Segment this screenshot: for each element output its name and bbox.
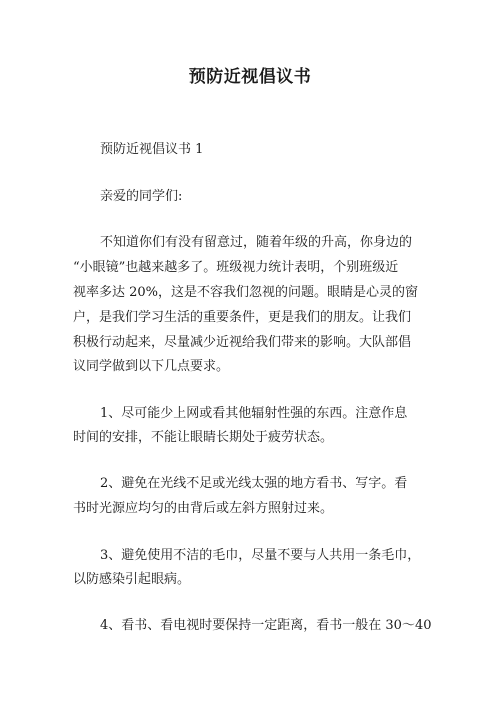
paragraph-line: 以防感染引起眼病。 — [73, 572, 191, 587]
paragraph-line: 视率多达 20%，这是不容我们忽视的问题。眼睛是心灵的窗 — [73, 285, 419, 300]
paragraph-line: 户，是我们学习生活的重要条件，更是我们的朋友。让我们 — [73, 310, 412, 325]
document-title: 预防近视倡议书 — [188, 67, 312, 87]
paragraph-line: 议同学做到以下几点要求。 — [73, 359, 230, 374]
paragraph-line: 2、避免在光线不足或光线太强的地方看书、写字。看 — [100, 476, 408, 491]
paragraph-line: 书时光源应均匀的由背后或左斜方照射过来。 — [73, 501, 334, 516]
greeting: 亲爱的同学们: — [100, 189, 183, 204]
paragraph-line: 不知道你们有没有留意过，随着年级的升高，你身边的 — [100, 235, 413, 250]
paragraph-line: 1、尽可能少上网或看其他辐射性强的东西。注意作息 — [100, 406, 408, 421]
subheading: 预防近视倡议书 1 — [100, 142, 204, 157]
paragraph-line: “小眼镜”也越来越多了。班级视力统计表明，个别班级近 — [73, 260, 399, 275]
paragraph-line: 4、看书、看电视时要保持一定距离，看书一般在 30～40 — [100, 618, 432, 633]
paragraph-line: 积极行动起来，尽量减少近视给我们带来的影响。大队部倡 — [73, 335, 412, 350]
paragraph-line: 3、避免使用不洁的毛巾，尽量不要与人共用一条毛巾， — [100, 548, 421, 563]
paragraph-line: 时间的安排，不能让眼睛长期处于疲劳状态。 — [73, 430, 334, 445]
